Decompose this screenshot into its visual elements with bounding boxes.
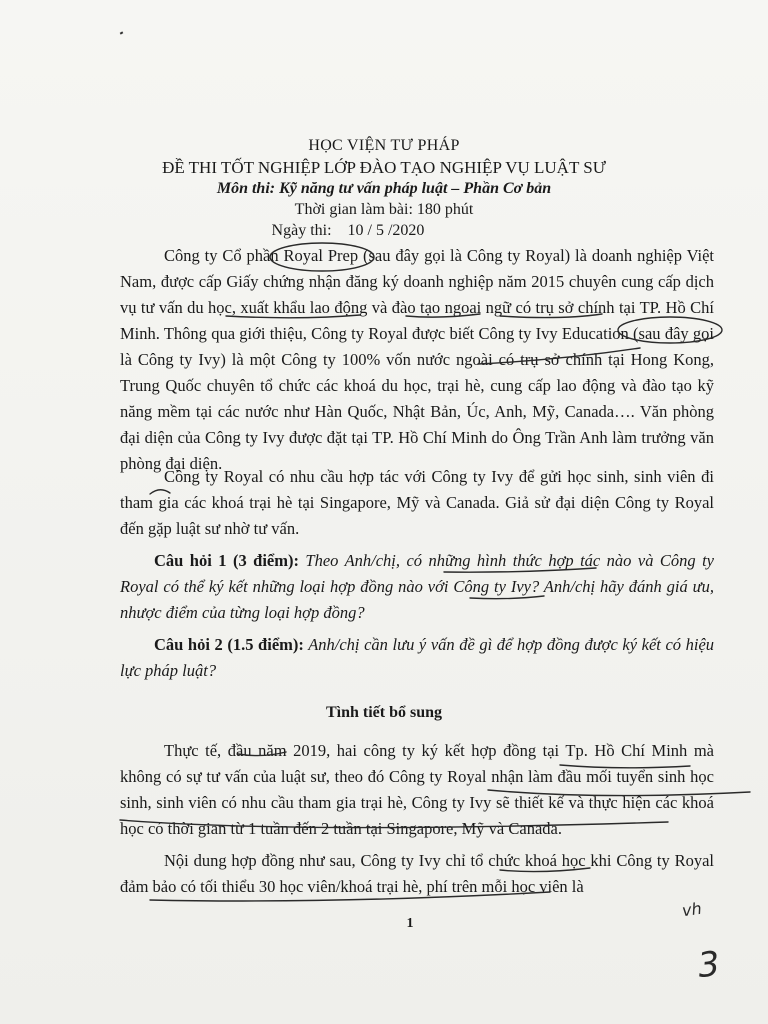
handwritten-page-number: 3 [695,943,722,987]
exam-subject: Môn thi: Kỹ năng tư vấn pháp luật – Phần Cơ bản [216,180,552,197]
question-2 [120,632,714,684]
exam-duration: Thời gian làm bài: 180 phút [294,201,474,218]
question-1 [120,548,714,626]
case-paragraph-2: Công ty Royal có nhu cầu hợp tác với Công ty Ivy để gửi học sinh, sinh viên đi tham gia các khoá trại hè tại Singapore, Mỹ và Canada. Giả sử đại diện Công ty Royal đến gặp luật sư nhờ tư vấn. [120,467,714,538]
supplement-paragraph-1: Thực tế, đầu năm 2019, hai công ty ký kết hợp đồng tại Tp. Hồ Chí Minh mà không có sự tư vấn của luật sư, theo đó Công ty Royal nhận làm đầu mối tuyển sinh học sinh, sinh viên có nhu cầu tham gia trại hè, Công ty Ivy sẽ thiết kế và thực hiện các khoá học có thời gian từ 1 tuần đến 2 tuần tại Singapore, Mỹ và Canada. [120,741,714,838]
exam-date: Ngày thi: 10 / 5 /2020 [271,222,425,239]
supplement-paragraph-2: Nội dung hợp đồng như sau, Công ty Ivy chỉ tổ chức khoá học khi Công ty Royal đảm bảo có tối thiểu 30 học viên/khoá trại hè, phí trên mỗi học viên là [120,851,714,896]
question-1-label: Câu hỏi 1 (3 điểm): [154,551,299,570]
institution-heading: HỌC VIỆN TƯ PHÁP [308,137,460,154]
scan-speck [120,31,124,34]
exam-title: ĐỀ THI TỐT NGHIỆP LỚP ĐÀO TẠO NGHIỆP VỤ LUẬT SƯ [162,158,606,177]
question-1-text: Theo Anh/chị, có những hình thức hợp tác nào và Công ty Royal có thể ký kết những loại hợp đồng nào với Công ty Ivy? Anh/chị hãy đánh giá ưu, nhược điểm của từng loại hợp đồng? [120,551,715,622]
page-number: 1 [406,916,414,931]
handwritten-margin-mark: vh [680,898,703,921]
case-paragraph-1: Công ty Cổ phần Royal Prep (sau đây gọi là Công ty Royal) là doanh nghiệp Việt Nam, được cấp Giấy chứng nhận đăng ký doanh nghiệp năm 2015 chuyên cung cấp dịch vụ tư vấn du học, xuất khẩu lao động và đào tạo ngoại ngữ có trụ sở chính tại TP. Hồ Chí Minh. Thông qua giới thiệu, Công ty Royal được biết Công ty Ivy Education (sau đây gọi là Công ty Ivy) là một Công ty 100% vốn nước ngoài có trụ sở chính tại Hong Kong, Trung Quốc chuyên tổ chức các khoá du học, trại hè, cung cấp lao động và đào tạo kỹ năng mềm tại các nước như Hàn Quốc, Nhật Bản, Úc, Anh, Mỹ, Canada…. Văn phòng đại diện của Công ty Ivy được đặt tại TP. Hồ Chí Minh do Ông Trần Anh làm trưởng văn phòng đại diện. [120,246,714,473]
supplement-title: Tình tiết bổ sung [325,704,443,721]
question-2-text: Anh/chị cần lưu ý vấn đề gì để hợp đồng được ký kết có hiệu lực pháp luật? [120,635,715,680]
question-2-label: Câu hỏi 2 (1.5 điểm): [154,635,304,654]
